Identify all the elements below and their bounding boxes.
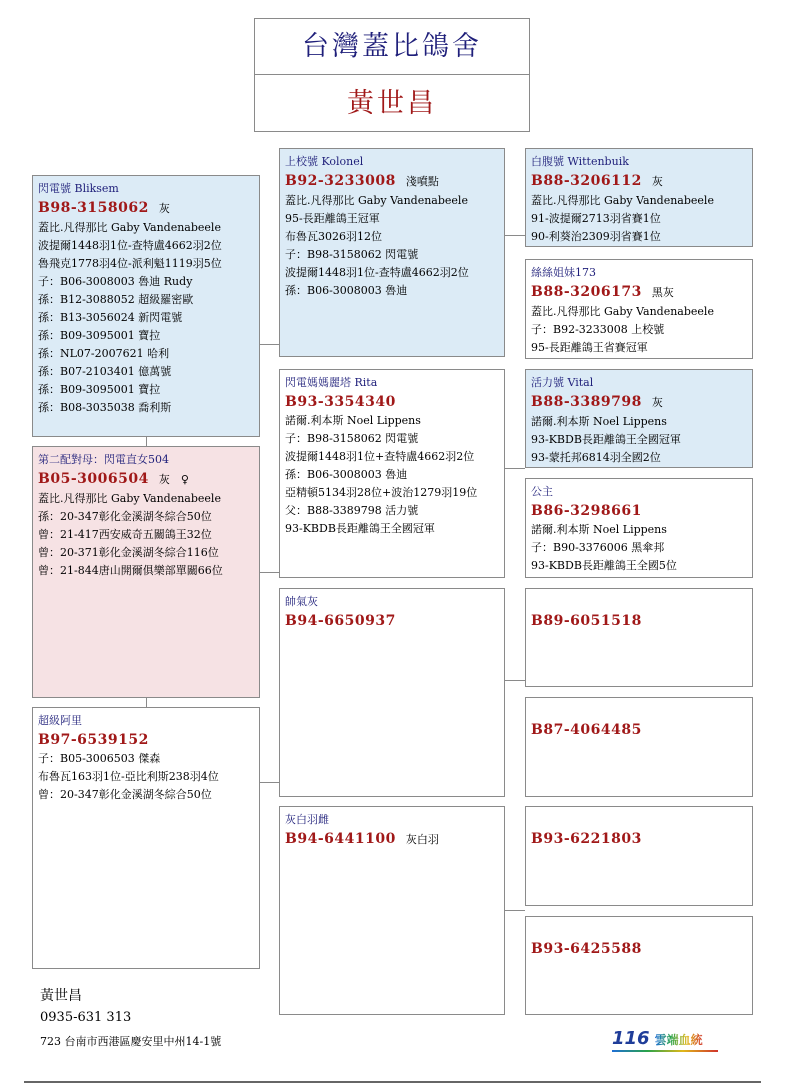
subject-line: 魯飛克1778羽4位-派利魁1119羽5位: [38, 257, 222, 270]
subject-line: 孫：NL07-2007621 哈利: [38, 347, 170, 360]
sire-sire-line: 蓋比.凡得那比 Gaby Vandenabeele: [285, 194, 468, 207]
sire-sire-color: 淺噴點: [405, 175, 439, 188]
sd-sire-color: 灰: [651, 396, 663, 409]
subject-color: 灰: [158, 202, 170, 215]
sire-dam-name: 閃電媽媽麗塔 Rita: [285, 376, 378, 389]
sd-dam-line: 93-KBDB長距離鴿王全國5位: [531, 559, 677, 572]
sire-dam-line: 孫：B06-3008003 魯迪: [285, 468, 408, 481]
sd-sire-card: [525, 369, 753, 468]
sire-dam-line: 93-KBDB長距離鴿王全國冠軍: [285, 522, 435, 535]
dam-dam-ring: B94-6441100: [285, 831, 396, 847]
dam-line: 曾：21-844唐山開爾俱樂部單關66位: [38, 564, 223, 577]
dam-name: 第二配對母：閃電直女504: [38, 453, 169, 466]
dam-line: 孫：20-347彰化金溪湖冬綜合50位: [38, 510, 212, 523]
dam-sire-card: [279, 588, 505, 797]
sd-sire-name: 活力號 Vital: [531, 376, 594, 389]
ss-sire-line: 蓋比.凡得那比 Gaby Vandenabeele: [531, 194, 714, 207]
ss-dam-line: 蓋比.凡得那比 Gaby Vandenabeele: [531, 305, 714, 318]
sd-sire-line: 諾爾.利本斯 Noel Lippens: [531, 415, 667, 428]
sire-dam-line: 波提爾1448羽1位+查特盧4662羽2位: [285, 450, 475, 463]
ss-sire-name: 白腹號 Wittenbuik: [531, 155, 629, 168]
dam-line: 曾：21-417西安威奇五關鴿王32位: [38, 528, 212, 541]
sire-dam-card: [279, 369, 505, 578]
subject-line: 孫：B09-3095001 寶拉: [38, 383, 161, 396]
ds-dam-card: [525, 697, 753, 797]
logo-number: 116: [612, 1028, 650, 1049]
sd-sire-line: 93-KBDB長距離鴿王全國冠軍: [531, 433, 681, 446]
ss-dam-line: 95-長距離鴿王省賽冠軍: [531, 341, 648, 354]
footer-name: 黃世昌: [40, 988, 82, 1004]
dd-dam-card: [525, 916, 753, 1015]
sd-dam-line: 諾爾.利本斯 Noel Lippens: [531, 523, 667, 536]
dd-dam-ring: B93-6425588: [531, 941, 642, 957]
second-dam-line: 曾：20-347彰化金溪湖冬綜合50位: [38, 788, 212, 801]
sire-sire-line: 95-長距離鴿王冠軍: [285, 212, 380, 225]
dd-sire-card: [525, 806, 753, 906]
sire-sire-line: 孫：B06-3008003 魯迪: [285, 284, 408, 297]
ss-dam-card: [525, 259, 753, 359]
dam-sire-ring: B94-6650937: [285, 613, 396, 629]
logo-underline: [612, 1050, 718, 1052]
dam-color: 灰 ♀: [158, 473, 189, 486]
second-dam-name: 超級阿里: [38, 714, 82, 727]
dam-card: [32, 446, 260, 698]
subject-line: 子：B06-3008003 魯迪 Rudy: [38, 275, 193, 288]
sire-sire-line: 波提爾1448羽1位-查特盧4662羽2位: [285, 266, 469, 279]
sire-sire-line: 子：B98-3158062 閃電號: [285, 248, 419, 261]
subject-line: 蓋比.凡得那比 Gaby Vandenabeele: [38, 221, 221, 234]
sd-dam-name: 公主: [531, 485, 553, 498]
header-box: [254, 18, 530, 132]
dam-line: 蓋比.凡得那比 Gaby Vandenabeele: [38, 492, 221, 505]
dam-sire-name: 帥氣灰: [285, 595, 318, 608]
sd-dam-ring: B86-3298661: [531, 503, 642, 519]
sire-sire-ring: B92-3233008: [285, 173, 396, 189]
ss-dam-line: 子：B92-3233008 上校號: [531, 323, 665, 336]
sire-sire-name: 上校號 Kolonel: [285, 155, 364, 168]
ss-dam-color: 黑灰: [651, 286, 674, 299]
subject-card: [32, 175, 260, 437]
dam-dam-color: 灰白羽: [405, 833, 439, 846]
subject-line: 孫：B09-3095001 寶拉: [38, 329, 161, 342]
footer-address: 723 台南市西港區慶安里中州14-1號: [40, 1035, 222, 1048]
ss-sire-ring: B88-3206112: [531, 173, 642, 189]
logo-text: 雲端血統: [654, 1033, 703, 1047]
footer-phone: 0935-631 313: [40, 1010, 132, 1025]
subject-line: 孫：B08-3035038 喬利斯: [38, 401, 172, 414]
second-dam-line: 布魯瓦163羽1位-亞比利斯238羽4位: [38, 770, 219, 783]
sire-dam-line: 父：B88-3389798 活力號: [285, 504, 419, 517]
dd-sire-ring: B93-6221803: [531, 831, 642, 847]
sd-sire-ring: B88-3389798: [531, 394, 642, 410]
subject-line: 孫：B13-3056024 新閃電號: [38, 311, 183, 324]
sire-dam-line: 亞精頓5134羽28位+波治1279羽19位: [285, 486, 478, 499]
sire-dam-line: 子：B98-3158062 閃電號: [285, 432, 419, 445]
subject-line: 孫：B07-2103401 億萬號: [38, 365, 172, 378]
subject-line: 孫：B12-3088052 超級羅密歐: [38, 293, 194, 306]
ss-dam-ring: B88-3206173: [531, 284, 642, 300]
sd-dam-line: 子：B90-3376006 黑傘邦: [531, 541, 665, 554]
ss-dam-name: 絲絲姐妹173: [531, 266, 596, 279]
dam-dam-card: [279, 806, 505, 1015]
sd-dam-card: [525, 478, 753, 578]
sire-dam-line: 諾爾.利本斯 Noel Lippens: [285, 414, 421, 427]
second-dam-card: [32, 707, 260, 969]
subject-ring: B98-3158062: [38, 200, 149, 216]
sire-sire-line: 布魯瓦3026羽12位: [285, 230, 382, 243]
ds-dam-ring: B87-4064485: [531, 722, 642, 738]
ss-sire-line: 90-利葵治2309羽省賽1位: [531, 230, 661, 243]
bottom-rule: [24, 1081, 761, 1083]
subject-line: 波提爾1448羽1位-查特盧4662羽2位: [38, 239, 222, 252]
loft-name: 台灣蓋比鴿舍: [255, 19, 529, 75]
second-dam-line: 子：B05-3006503 傑森: [38, 752, 161, 765]
logo[interactable]: [612, 1028, 722, 1058]
ds-sire-card: [525, 588, 753, 687]
subject-name: 閃電號 Bliksem: [38, 182, 119, 195]
ss-sire-card: [525, 148, 753, 247]
sire-sire-card: [279, 148, 505, 357]
dam-ring: B05-3006504: [38, 471, 149, 487]
ds-sire-ring: B89-6051518: [531, 613, 642, 629]
ss-sire-color: 灰: [651, 175, 663, 188]
sd-sire-line: 93-蒙托邦6814羽全國2位: [531, 451, 661, 464]
ss-sire-line: 91-波提爾2713羽省賽1位: [531, 212, 661, 225]
dam-dam-name: 灰白羽雌: [285, 813, 329, 826]
second-dam-ring: B97-6539152: [38, 732, 149, 748]
owner-name: 黃世昌: [347, 88, 437, 119]
sire-dam-ring: B93-3354340: [285, 394, 396, 410]
dam-line: 曾：20-371彰化金溪湖冬綜合116位: [38, 546, 219, 559]
